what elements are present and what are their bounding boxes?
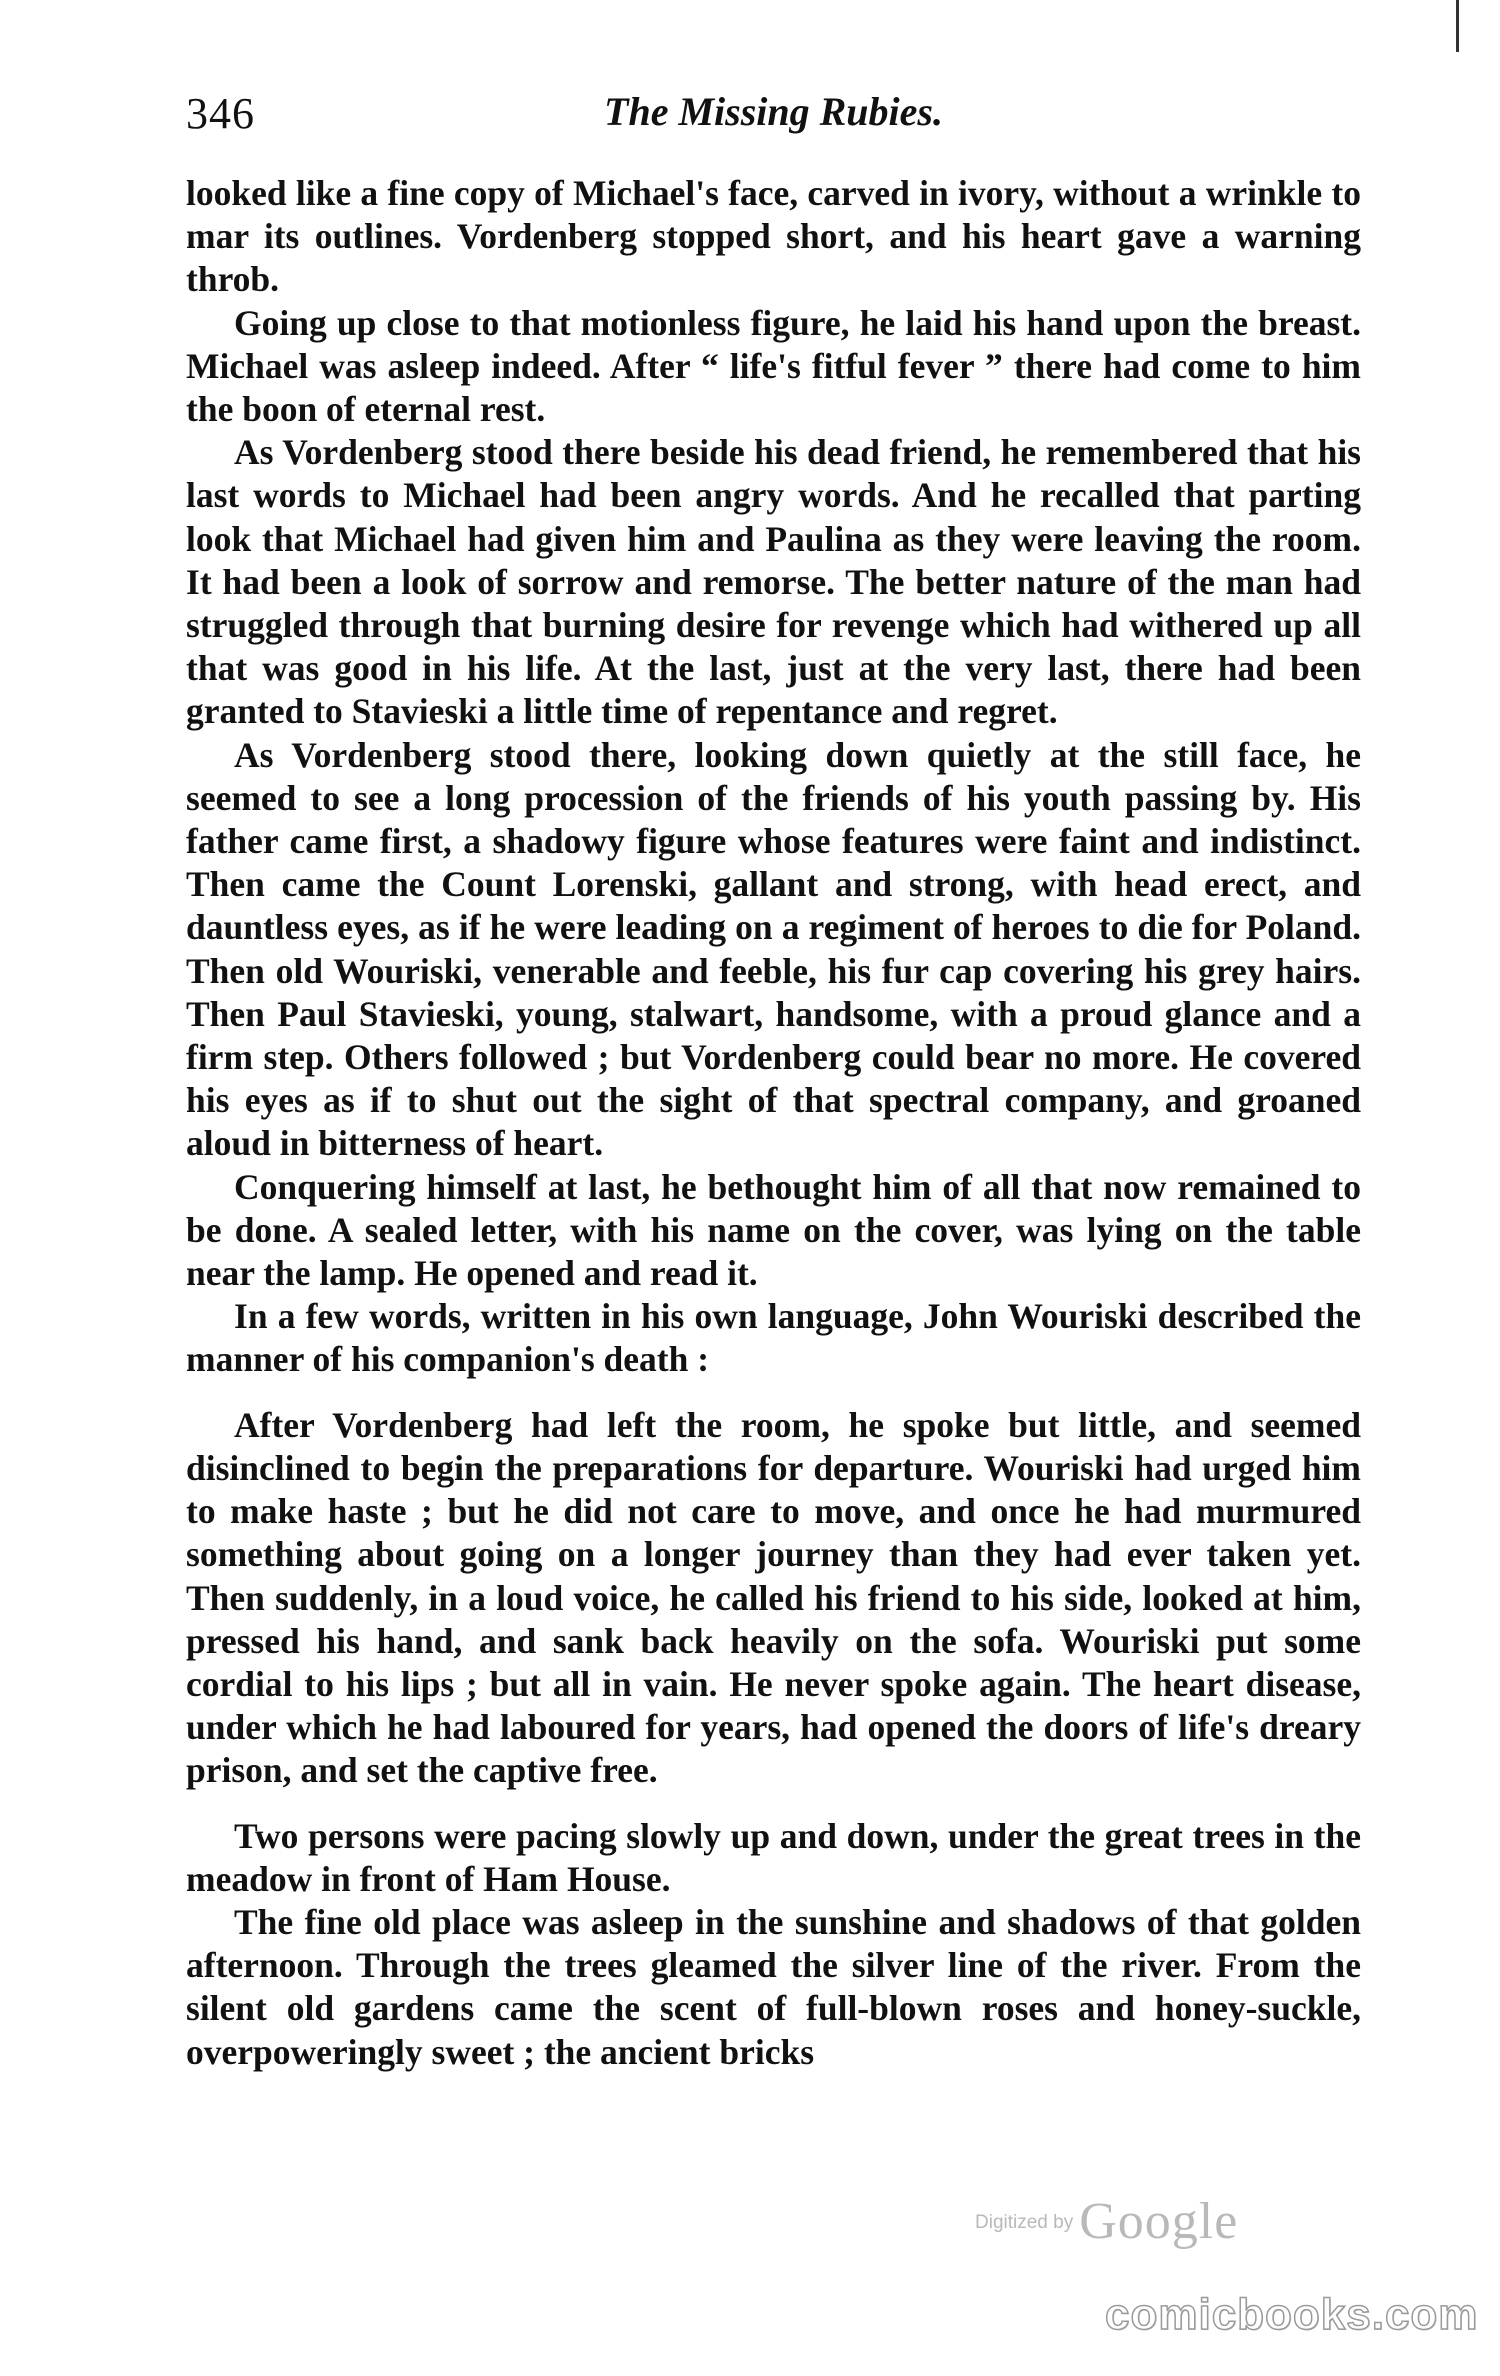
running-title: The Missing Rubies. (604, 89, 943, 134)
paragraph-continuation: looked like a fine copy of Michael's face, carved in ivory, without a wrinkle to mar its outlines. Vordenberg stopped short, and his heart gave a warning throb. (186, 173, 1361, 300)
paragraph: Going up close to that motionless figure, he laid his hand upon the breast. Michael was asleep indeed. After “ life's fitful fever ” there had come to him the boon of eternal rest. (186, 302, 1361, 430)
digitized-by-google-mark (975, 2192, 1238, 2252)
paragraph: As Vordenberg stood there, looking down quietly at the still face, he seemed to see a long procession of the friends of his youth passing by. His father came first, a shadowy figure whose features were faint and indistinct. Then came the Count Lorenski, gallant and strong, with head erect, and dauntless eyes, as if he were leading on a regiment of heroes to die for Poland. Then old Wouriski, venerable and feeble, his fur cap covering his grey hairs. Then Paul Stavieski, young, stalwart, handsome, with a proud glance and a firm step. Others followed ; but Vordenberg could bear no more. He covered his eyes as if to shut out the sight of that spectral company, and groaned aloud in bitterness of heart. (186, 734, 1361, 1164)
digitized-prefix: Digitized by (975, 2212, 1074, 2233)
body-text (186, 172, 1361, 2074)
paragraph: Conquering himself at last, he bethought him of all that now remained to be done. A sealed letter, with his name on the cover, was lying on the table near the lamp. He opened and read it. (186, 1166, 1361, 1294)
paragraph: The fine old place was asleep in the sunshine and shadows of that golden afternoon. Through the trees gleamed the silver line of the river. From the silent old gardens came the scent of full-blown roses and honey-suckle, overpoweringly sweet ; the ancient bricks (186, 1901, 1361, 2072)
page-number: 346 (186, 89, 255, 138)
paragraph: Two persons were pacing slowly up and down, under the great trees in the meadow in front of Ham House. (186, 1815, 1361, 1899)
paragraph: In a few words, written in his own language, John Wouriski described the manner of his companion's death : (186, 1296, 1361, 1380)
page-edge-mark (1456, 0, 1459, 52)
page-header (186, 82, 1361, 142)
site-watermark: comicbooks.com (1105, 2290, 1479, 2339)
google-logo-text: Google (1079, 2193, 1239, 2250)
quoted-letter: After Vordenberg had left the room, he spoke but little, and seemed disinclined to begin the preparations for departure. Wouriski had urged him to make haste ; but he did not care to move, and once he had murmured something about going on a longer journey than they had ever taken yet. Then suddenly, in a loud voice, he called his friend to his side, looked at him, pressed his hand, and sank back heavily on the sofa. Wouriski put some cordial to his lips ; but all in vain. He never spoke again. The heart disease, under which he had laboured for years, had opened the doors of life's dreary prison, and set the captive free. (186, 1404, 1361, 1791)
paragraph: As Vordenberg stood there beside his dead friend, he remembered that his last words to Michael had been angry words. And he recalled that parting look that Michael had given him and Paulina as they were leaving the room. It had been a look of sorrow and remorse. The better nature of the man had struggled through that burning desire for revenge which had withered up all that was good in his life. At the last, just at the very last, there had been granted to Stavieski a little time of repentance and regret. (186, 432, 1361, 732)
